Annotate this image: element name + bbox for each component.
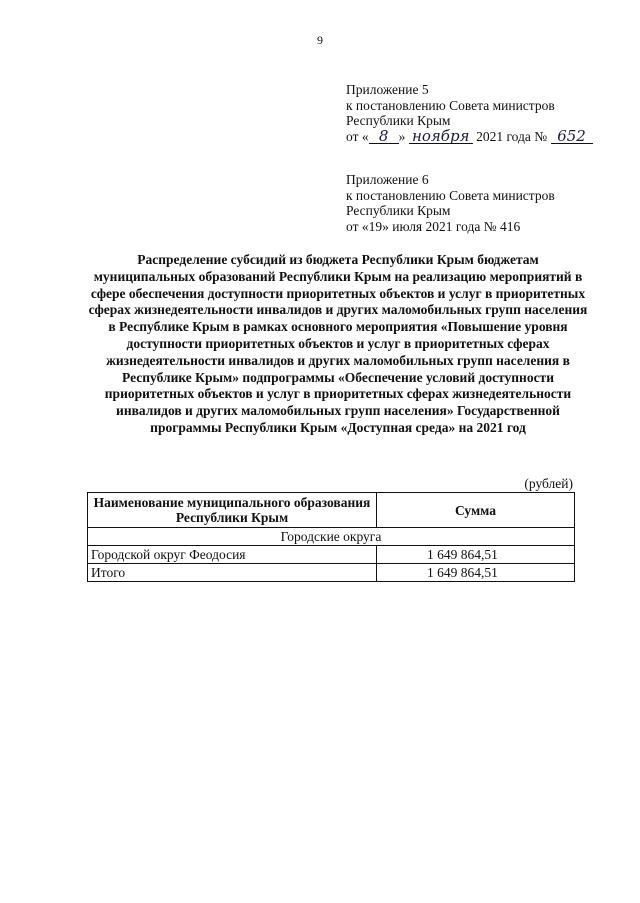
appendix-5-title: Приложение 5 (346, 82, 429, 97)
appendix-6-title: Приложение 6 (346, 172, 429, 187)
row-name: Итого (88, 564, 377, 582)
date-prefix: от « (346, 128, 369, 144)
page-number: 9 (317, 33, 323, 47)
handwritten-day: 8 (369, 129, 399, 144)
appendix-5-date (346, 126, 593, 145)
table-section-row (88, 528, 575, 546)
row-sum: 1 649 864,51 (377, 564, 575, 582)
section-label: Городские округа (88, 528, 575, 546)
date-mid: » (398, 128, 406, 144)
row-name: Городской округ Феодосия (88, 546, 377, 564)
column-header-sum: Сумма (377, 493, 575, 528)
date-year: 2021 года № (476, 128, 548, 144)
column-header-name: Наименование муниципального образования Республики Крым (88, 493, 377, 528)
handwritten-number: 652 (551, 129, 593, 144)
table-row (88, 546, 575, 564)
appendix-6-date: от «19» июля 2021 года № 416 (346, 218, 521, 234)
appendix-6-republic: Республики Крым (346, 203, 451, 218)
units-label: (рублей) (524, 476, 573, 491)
table-header-row (88, 493, 575, 528)
appendix-6-block (346, 172, 555, 234)
row-sum: 1 649 864,51 (377, 546, 575, 564)
appendix-6-resolution: к постановлению Совета министров (346, 187, 555, 203)
document-title: Распределение субсидий из бюджета Республики Крым бюджетам муниципальных образований Республики Крым на реализацию мероприятий в сфере обеспечения доступности приоритетных объектов и услуг в приоритетных сферах жизнедеятельности инвалидов и других маломобильных групп населения в Республике Крым в рамках основного мероприятия «Повышение уровня доступности приоритетных объектов и услуг в приоритетных сферах жизнедеятельности инвалидов и других маломобильных групп населения в Республике Крым» подпрограммы «Обеспечение условий доступности приоритетных объектов и услуг в приоритетных сферах жизнедеятельности инвалидов и других маломобильных групп населения» Государственной программы Республики Крым «Доступная среда» на 2021 год (88, 252, 588, 435)
appendix-5-block (346, 82, 593, 144)
handwritten-month: ноября (409, 129, 473, 144)
table-row-total (88, 564, 575, 582)
subsidy-table (87, 492, 575, 582)
appendix-5-republic: Республики Крым (346, 113, 451, 128)
appendix-5-resolution: к постановлению Совета министров (346, 97, 555, 113)
